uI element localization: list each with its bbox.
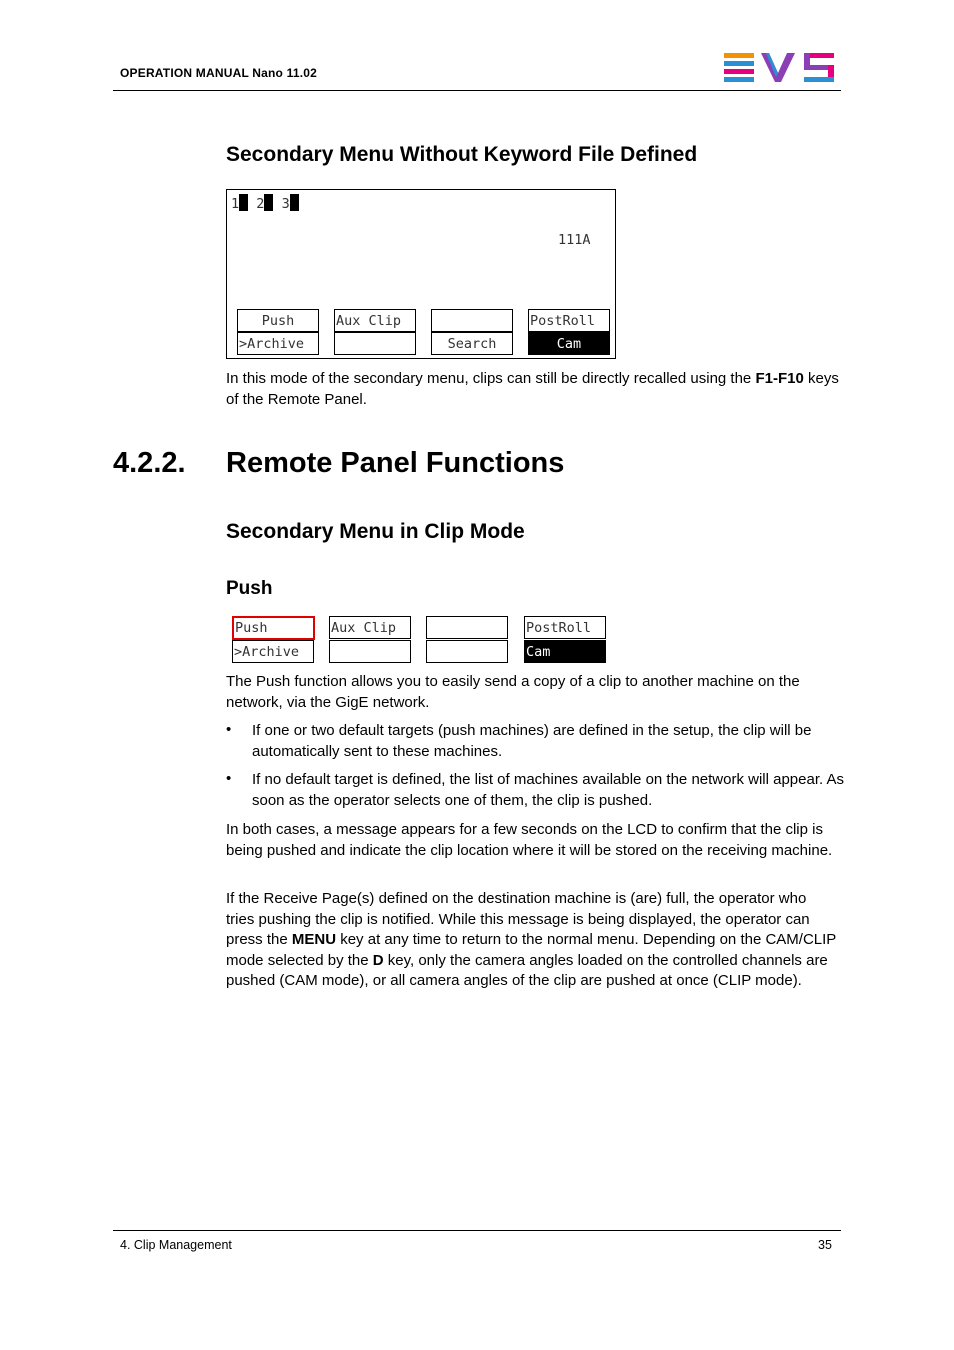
key-menu: MENU: [291, 931, 337, 949]
lcd-softkey-4-top: PostRoll: [528, 309, 610, 332]
lcd-softkey-1-bottom: >Archive: [237, 332, 319, 355]
softkey-postroll-top: PostRoll: [524, 616, 606, 639]
lcd-softkey-2-top: Aux Clip: [334, 309, 416, 332]
softkey-push-bottom: >Archive: [232, 640, 314, 663]
lcd-page-3: 3: [281, 196, 290, 212]
section-number: 4.2.2.: [113, 447, 186, 479]
key-f1-f10: F1-F10: [755, 370, 804, 387]
evs-logo: [724, 53, 834, 83]
lcd-softkey-1-top: Push: [237, 309, 319, 332]
softkey-push-top: Push: [232, 616, 315, 640]
lcd-page-2: 2: [256, 196, 265, 212]
lcd-id-label: 111A: [558, 232, 591, 248]
lcd-page-indicators: [231, 194, 299, 212]
section-heading: Secondary Menu Without Keyword File Defined: [226, 143, 698, 166]
lcd-page-1: 1: [231, 196, 240, 212]
footer-rule: [113, 1230, 841, 1231]
bullet-item-1: If one or two default targets (push machines) are defined in the setup, the clip will be automatically sent to these machines.: [252, 722, 812, 760]
lcd-softkey-3-top: [431, 309, 513, 332]
header-rule: [113, 90, 841, 91]
softkey-empty-bottom: [426, 640, 508, 663]
section-title: Remote Panel Functions: [226, 447, 565, 479]
push-intro: The Push function allows you to easily send a copy of a clip to another machine on the network, via the GigE network.: [226, 673, 800, 711]
push-paragraph-3: If the Receive Page(s) defined on the destination machine is (are) full, the operator who tries pushing the clip is notified. While this message is being displayed, the operator can press the MENU key at any time to return to the normal menu. Depending on the CAM/CLIP mode selected by the D key, only the camera angles loaded on the controlled channels are pushed (CAM mode), or all camera angles of the clip are pushed at once (CLIP mode).: [226, 890, 837, 990]
subsection-heading: Secondary Menu in Clip Mode: [226, 520, 525, 543]
push-paragraph-2: In both cases, a message appears for a few seconds on the LCD to confirm that the clip is being pushed and indicate the clip location where it will be stored on the receiving machine.: [226, 821, 833, 859]
footer-chapter: 4. Clip Management: [120, 1238, 232, 1252]
lcd-screen: [226, 189, 616, 359]
push-heading: Push: [226, 578, 273, 599]
softkey-cam-bottom: Cam: [524, 640, 606, 663]
softkey-empty-top: [426, 616, 508, 639]
lcd-softkey-3-bottom: Search: [431, 332, 513, 355]
lcd-softkey-2-bottom: [334, 332, 416, 355]
softkey-auxclip-bottom: [329, 640, 411, 663]
bullet-marker: •: [226, 770, 232, 787]
running-header: OPERATION MANUAL Nano 11.02: [120, 66, 317, 80]
page-number: 35: [818, 1238, 832, 1252]
lcd-softkey-4-bottom: Cam: [528, 332, 610, 355]
bullet-item-2: If no default target is defined, the list of machines available on the network will appear. As soon as the operator selects one of them, the clip is pushed.: [252, 771, 845, 809]
section1-paragraph: In this mode of the secondary menu, clips can still be directly recalled using the F1-F10 keys of the Remote Panel.: [226, 370, 839, 408]
key-d: D: [372, 951, 384, 969]
bullet-marker: •: [226, 721, 232, 738]
softkey-auxclip-top: Aux Clip: [329, 616, 411, 639]
